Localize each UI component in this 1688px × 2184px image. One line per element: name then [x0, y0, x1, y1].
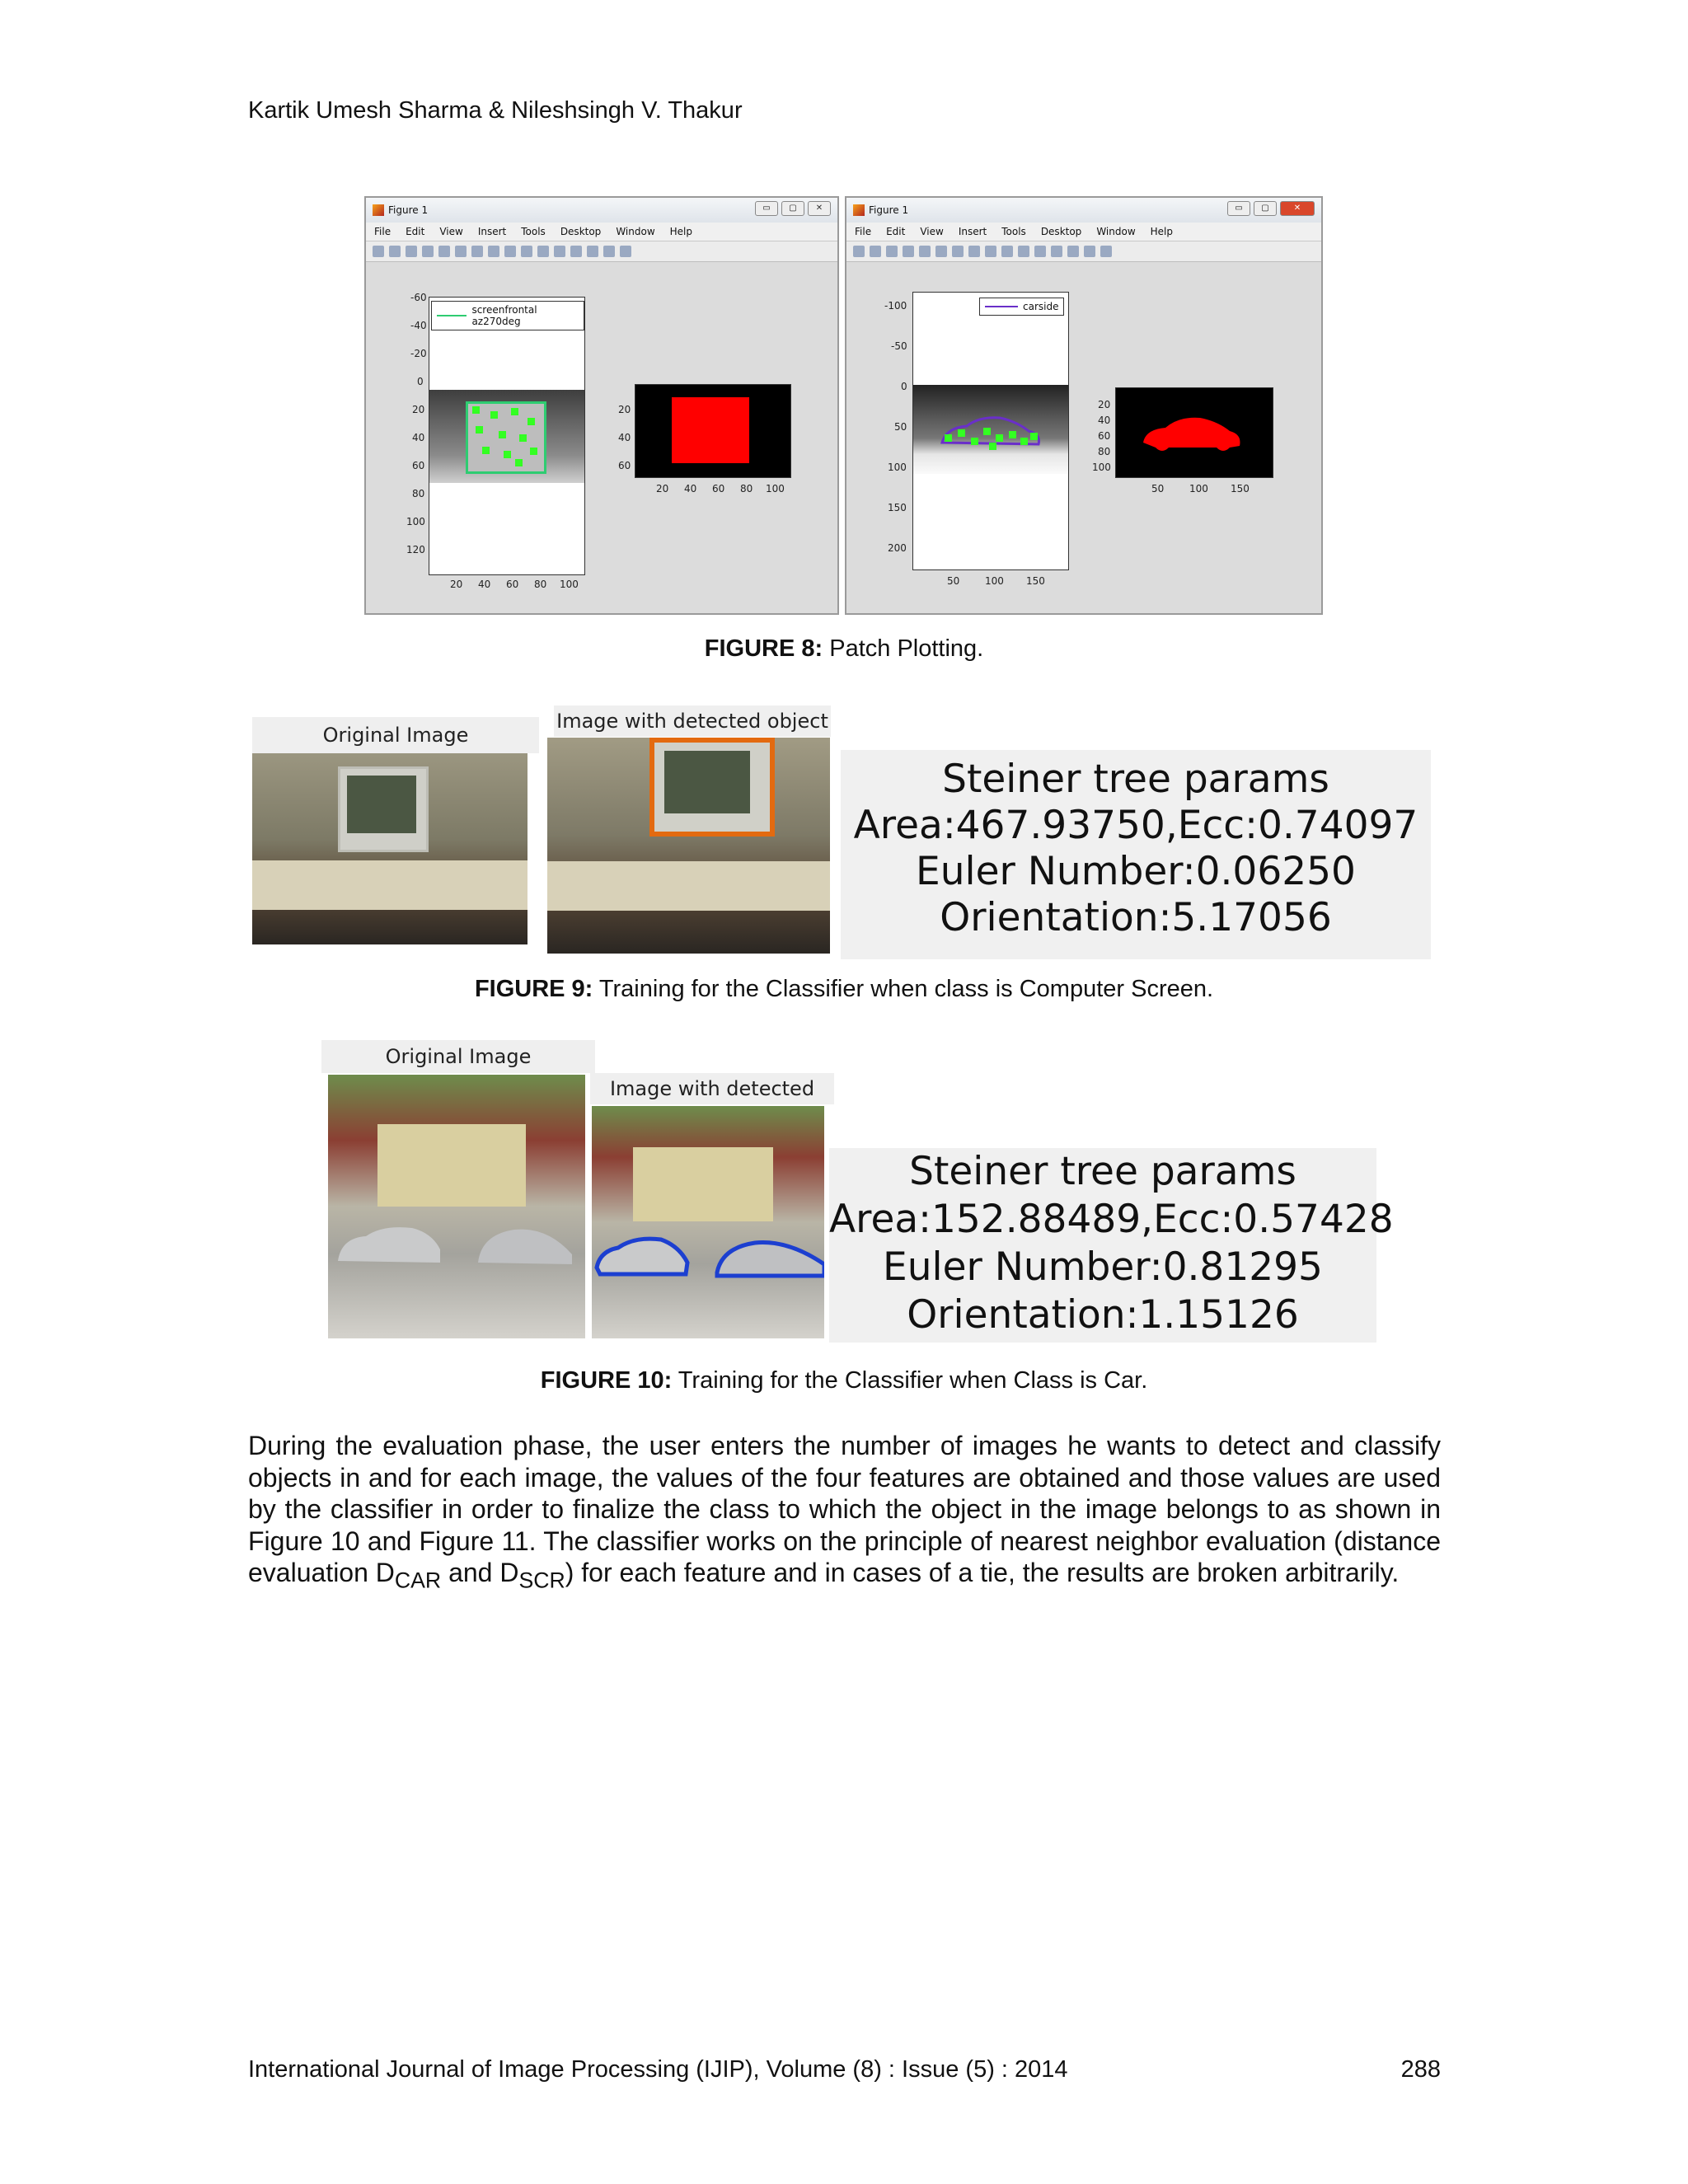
figure-9-caption [0, 976, 1688, 1003]
y-tick: 80 [412, 488, 425, 499]
page-number: 288 [1400, 2056, 1441, 2083]
params-area-ecc: Area:152.88489,Ecc:0.57428 [829, 1197, 1394, 1242]
screen-image [429, 390, 584, 483]
pointer-icon[interactable] [919, 246, 931, 257]
new-figure-icon[interactable] [373, 246, 384, 257]
original-street-photo [328, 1075, 585, 1338]
legend-line [985, 306, 1018, 307]
y-tick: 0 [417, 376, 424, 387]
y-tick: 150 [888, 502, 907, 513]
show-tools-icon[interactable] [1100, 246, 1112, 257]
running-header: Kartik Umesh Sharma & Nileshsingh V. Thakur [248, 97, 743, 124]
mask-y-tick: 40 [618, 432, 631, 443]
y-tick: 40 [412, 432, 425, 443]
legend-icon[interactable] [1067, 246, 1079, 257]
mask-y-tick: 60 [618, 460, 631, 471]
mask-y-tick: 40 [1098, 415, 1111, 426]
x-tick: 60 [506, 579, 519, 590]
pan-icon[interactable] [488, 246, 499, 257]
y-tick: 100 [888, 462, 907, 473]
caption-text: Training for the Classifier when Class is Car. [672, 1367, 1148, 1394]
y-tick: -40 [410, 320, 427, 331]
detected-street-photo [592, 1106, 824, 1338]
hide-tools-icon[interactable] [603, 246, 615, 257]
detected-car-contours [593, 1226, 824, 1292]
mask-y-tick: 20 [1098, 399, 1111, 410]
caption-label: FIGURE 8: [704, 635, 823, 662]
original-image-label: Original Image [252, 717, 539, 753]
data-cursor-icon[interactable] [521, 246, 532, 257]
cars [333, 1213, 580, 1279]
data-cursor-icon[interactable] [1001, 246, 1013, 257]
mask-x-tick: 80 [740, 483, 753, 494]
detected-screen-box [649, 738, 775, 837]
detected-object-label: Image with detected object [554, 705, 831, 737]
monitor-screen [347, 776, 416, 833]
figure-8-caption [0, 635, 1688, 663]
matlab-logo-icon [853, 204, 865, 216]
y-tick: -20 [410, 348, 427, 359]
house-gable [377, 1124, 526, 1207]
caption-label: FIGURE 9: [474, 976, 593, 1002]
x-tick: 50 [947, 575, 960, 587]
minimize-button[interactable]: ▭ [755, 201, 778, 216]
window-title: Figure 1 [869, 204, 909, 216]
original-image-label: Original Image [321, 1040, 595, 1073]
menu-bar [366, 223, 837, 241]
hide-tools-icon[interactable] [1084, 246, 1095, 257]
rotate-icon[interactable] [504, 246, 516, 257]
close-button[interactable]: ✕ [808, 201, 831, 216]
menu-window[interactable]: Window [616, 226, 655, 237]
figure-toolbar [366, 241, 837, 262]
car-image [913, 385, 1068, 474]
menu-desktop[interactable]: Desktop [1040, 226, 1082, 237]
x-tick: 100 [560, 579, 579, 590]
subscript-scr: SCR [518, 1568, 565, 1593]
x-tick: 100 [985, 575, 1004, 587]
desk [252, 860, 528, 910]
main-axes [429, 297, 585, 575]
x-tick: 80 [534, 579, 547, 590]
legend-icon[interactable] [587, 246, 598, 257]
close-button[interactable]: ✕ [1280, 201, 1315, 216]
mask-x-tick: 50 [1151, 483, 1165, 494]
y-tick: 50 [894, 421, 907, 433]
y-tick: -100 [884, 300, 907, 312]
detected-object-label: Image with detected [590, 1073, 834, 1104]
monitor [338, 766, 429, 852]
save-icon[interactable] [406, 246, 417, 257]
car-mask [1139, 410, 1246, 459]
colorbar-icon[interactable] [570, 246, 582, 257]
save-icon[interactable] [886, 246, 898, 257]
main-axes [912, 292, 1069, 570]
new-figure-icon[interactable] [853, 246, 865, 257]
mask-x-tick: 40 [684, 483, 697, 494]
y-tick: 60 [412, 460, 425, 471]
paragraph-text: ) for each feature and in cases of a tie, the results are broken arbitrarily. [565, 1558, 1400, 1587]
legend-label: screenfrontal az270deg [471, 304, 537, 327]
menu-edit[interactable]: Edit [406, 226, 425, 237]
menu-tools[interactable]: Tools [1001, 226, 1026, 237]
paragraph-text: and D [441, 1558, 519, 1587]
open-file-icon[interactable] [870, 246, 881, 257]
open-file-icon[interactable] [389, 246, 401, 257]
steiner-params-panel [829, 1148, 1394, 1343]
desk [547, 861, 830, 911]
link-icon[interactable] [554, 246, 565, 257]
mask-axes [1115, 387, 1273, 478]
params-euler: Euler Number:0.81295 [883, 1244, 1323, 1290]
monitor-screen [664, 751, 750, 813]
mask-y-tick: 60 [1098, 430, 1111, 442]
zoom-in-icon[interactable] [455, 246, 467, 257]
matlab-figure-window-right [845, 196, 1323, 615]
menu-edit[interactable]: Edit [886, 226, 906, 237]
y-tick: 100 [406, 516, 425, 527]
figure-10-caption [0, 1367, 1688, 1394]
mask-x-tick: 60 [712, 483, 725, 494]
menu-help[interactable]: Help [1150, 226, 1173, 237]
brush-icon[interactable] [537, 246, 549, 257]
y-tick: -50 [891, 340, 907, 352]
brush-icon[interactable] [1018, 246, 1029, 257]
legend-line [437, 315, 467, 316]
print-icon[interactable] [422, 246, 434, 257]
plot-legend [431, 301, 584, 330]
params-area-ecc: Area:467.93750,Ecc:0.74097 [853, 803, 1418, 848]
menu-insert[interactable]: Insert [958, 226, 987, 237]
zoom-out-icon[interactable] [952, 246, 964, 257]
params-title: Steiner tree params [909, 1149, 1296, 1194]
menu-insert[interactable]: Insert [477, 226, 507, 237]
link-icon[interactable] [1034, 246, 1046, 257]
matlab-figure-window-left [364, 196, 839, 615]
y-tick: 200 [888, 542, 907, 554]
caption-text: Patch Plotting. [823, 635, 984, 662]
menu-view[interactable]: View [920, 226, 944, 237]
house-gable [633, 1147, 773, 1221]
steiner-params-panel [841, 750, 1431, 959]
show-tools-icon[interactable] [620, 246, 631, 257]
pointer-icon[interactable] [438, 246, 450, 257]
params-euler: Euler Number:0.06250 [916, 849, 1356, 894]
body-paragraph [248, 1430, 1441, 1596]
window-controls [755, 201, 831, 216]
mask-y-tick: 80 [1098, 446, 1111, 457]
menu-file[interactable]: File [374, 226, 392, 237]
menu-tools[interactable]: Tools [521, 226, 546, 237]
zoom-out-icon[interactable] [471, 246, 483, 257]
menu-desktop[interactable]: Desktop [560, 226, 602, 237]
y-tick: 120 [406, 544, 425, 555]
y-tick: 20 [412, 404, 425, 415]
y-tick: -60 [410, 292, 427, 303]
x-tick: 150 [1026, 575, 1045, 587]
mask-x-tick: 150 [1231, 483, 1250, 494]
mask-x-tick: 100 [1189, 483, 1208, 494]
figure-toolbar [846, 241, 1321, 262]
window-title: Figure 1 [388, 204, 429, 216]
paragraph-text: During the evaluation phase, the user enters the number of images he wants to detect and classify objects in and for each image, the values of the four features are obtained and those values are used by the classifier in order to finalize the class to which the object in the image belongs to as shown in Figure 10 and Figure 11. The classifier works on the principle of nearest neighbor evaluation (distance evaluation D [248, 1431, 1441, 1587]
original-desk-photo [252, 753, 528, 944]
menu-file[interactable]: File [855, 226, 872, 237]
mask-axes [635, 384, 791, 478]
subscript-car: CAR [394, 1568, 442, 1593]
legend-label: carside [1023, 301, 1059, 312]
patch-points [466, 401, 546, 474]
colorbar-icon[interactable] [1051, 246, 1062, 257]
minimize-button[interactable]: ▭ [1227, 201, 1250, 216]
y-tick: 0 [901, 381, 907, 392]
print-icon[interactable] [903, 246, 914, 257]
caption-text: Training for the Classifier when class is Computer Screen. [593, 976, 1214, 1002]
menu-help[interactable]: Help [669, 226, 692, 237]
params-orientation: Orientation:5.17056 [940, 895, 1332, 940]
maximize-button[interactable]: ▢ [1254, 201, 1277, 216]
plot-legend [979, 298, 1064, 316]
mask-y-tick: 100 [1092, 462, 1111, 473]
mask-x-tick: 100 [766, 483, 785, 494]
detected-desk-photo [547, 738, 830, 954]
params-title: Steiner tree params [942, 757, 1329, 802]
caption-label: FIGURE 10: [540, 1367, 673, 1394]
menu-window[interactable]: Window [1096, 226, 1136, 237]
rotate-icon[interactable] [985, 246, 996, 257]
menu-view[interactable]: View [439, 226, 463, 237]
zoom-in-icon[interactable] [935, 246, 947, 257]
mask-y-tick: 20 [618, 404, 631, 415]
matlab-logo-icon [373, 204, 384, 216]
pan-icon[interactable] [968, 246, 980, 257]
params-orientation: Orientation:1.15126 [907, 1292, 1299, 1338]
x-tick: 20 [450, 579, 463, 590]
maximize-button[interactable]: ▢ [781, 201, 804, 216]
x-tick: 40 [478, 579, 491, 590]
car-contour-with-patches [938, 410, 1045, 459]
window-controls [1227, 201, 1315, 216]
mask-region [672, 397, 749, 463]
mask-x-tick: 20 [656, 483, 669, 494]
journal-footer: International Journal of Image Processing (IJIP), Volume (8) : Issue (5) : 2014 [248, 2056, 1068, 2083]
menu-bar [846, 223, 1321, 241]
